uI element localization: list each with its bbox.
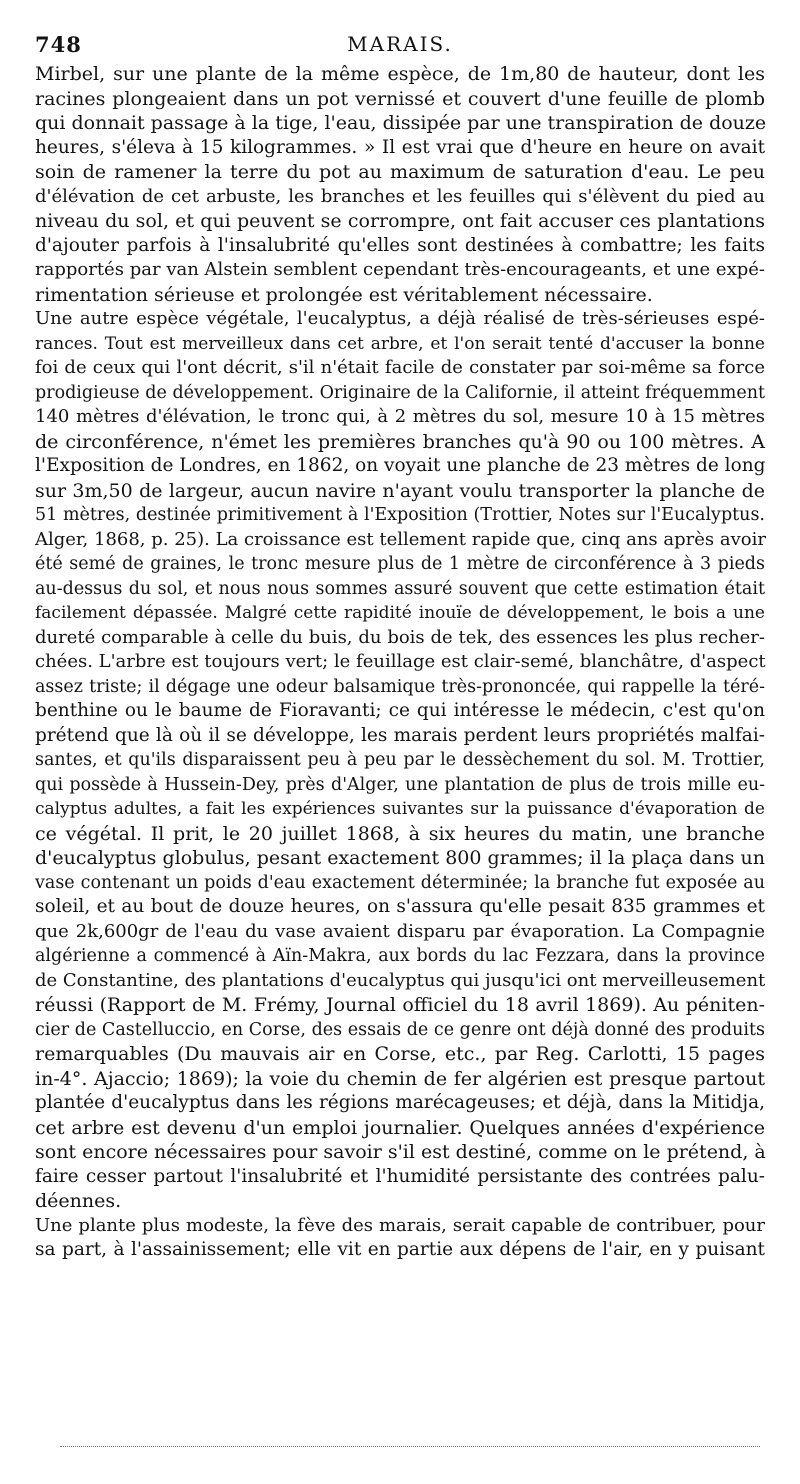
text-line: faire cesser partout l'insalubrité et l'humidité persistante des contrées palu- bbox=[35, 1165, 765, 1187]
text-line: rances. Tout est merveilleux dans cet arbre, et l'on serait tenté d'accuser la bonne bbox=[35, 333, 765, 354]
text-line: de Constantine, des plantations d'eucalyptus qui jusqu'ici ont merveilleusement bbox=[35, 969, 766, 991]
text-line: prétend que là où il se développe, les marais perdent leurs propriétés malfai- bbox=[35, 724, 765, 746]
text-line: chées. L'arbre est toujours vert; le feuillage est clair-semé, blanchâtre, d'aspect bbox=[35, 651, 766, 672]
text-line: déennes. bbox=[35, 1190, 122, 1212]
text-line: 51 mètres, destinée primitivement à l'Exposition (Trottier, Notes sur l'Eucalyptus. bbox=[35, 505, 765, 525]
text-line: sont encore nécessaires pour savoir s'il est destiné, comme on le prétend, à bbox=[35, 1141, 766, 1163]
text-line: soleil, et au bout de douze heures, on s'assura qu'elle pesait 835 grammes et bbox=[35, 896, 765, 917]
text-line: facilement dépassée. Malgré cette rapidité inouïe de développement, le bois a une bbox=[35, 603, 765, 623]
text-line: vase contenant un poids d'eau exactement déterminée; la branche fut exposée au bbox=[35, 872, 765, 893]
text-line: in-4°. Ajaccio; 1869); la voie du chemin de fer algérien est presque partout bbox=[35, 1067, 765, 1090]
text-line: cier de Castelluccio, en Corse, des essais de ce genre ont déjà donné des produits bbox=[35, 1019, 765, 1040]
text-line: d'ajouter parfois à l'insalubrité qu'elles sont destinées à combattre; les faits bbox=[35, 234, 765, 256]
text-line: sa part, à l'assainissement; elle vit en partie aux dépens de l'air, en y puisant bbox=[35, 1239, 765, 1260]
text-line: remarquables (Du mauvais air en Corse, etc., par Reg. Carlotti, 15 pages bbox=[35, 1043, 765, 1065]
text-line: calyptus adultes, a fait les expériences suivantes sur la puissance d'évaporation de bbox=[35, 799, 765, 819]
text-line: que 2k,600gr de l'eau du vase avaient disparu par évaporation. La Compagnie bbox=[35, 920, 765, 942]
text-line: Une plante plus modeste, la fève des marais, serait capable de contribuer, pour bbox=[35, 1214, 765, 1236]
text-line: Une autre espèce végétale, l'eucalyptus, a déjà réalisé de très-sérieuses espé- bbox=[35, 308, 765, 329]
running-title: MARAIS. bbox=[347, 32, 453, 56]
running-head bbox=[35, 32, 765, 62]
text-line: racines plongeaient dans un pot vernissé et couvert d'une feuille de plomb bbox=[35, 87, 765, 110]
text-line: Mirbel, sur une plante de la même espèce, de 1m,80 de hauteur, dont les bbox=[35, 63, 765, 85]
text-line: rimentation sérieuse et prolongée est véritablement nécessaire. bbox=[35, 283, 653, 306]
text-line: de circonférence, n'émet les premières branches qu'à 90 ou 100 mètres. A bbox=[35, 430, 765, 453]
text-line: dureté comparable à celle du buis, du bois de tek, des essences les plus recher- bbox=[35, 626, 765, 648]
text-line: d'élévation de cet arbuste, les branches et les feuilles qui s'élèvent du pied au bbox=[35, 185, 765, 207]
page-number: 748 bbox=[35, 32, 82, 57]
text-line: cet arbre est devenu d'un emploi journalier. Quelques années d'expérience bbox=[35, 1116, 765, 1139]
text-line: santes, et qu'ils disparaissent peu à peu par le dessèchement du sol. M. Trottier, bbox=[35, 750, 765, 770]
text-line: Alger, 1868, p. 25). La croissance est tellement rapide que, cinq ans après avoir bbox=[35, 528, 766, 550]
text-line: été semé de graines, le tronc mesure plus de 1 mètre de circonférence à 3 pieds bbox=[35, 554, 765, 574]
text-line: sur 3m,50 de largeur, aucun navire n'ayant voulu transporter la planche de bbox=[35, 479, 765, 502]
text-line: prodigieuse de développement. Originaire de la Californie, il atteint fréquemment bbox=[35, 382, 765, 403]
text-line: foi de ceux qui l'ont décrit, s'il n'était facile de constater par soi-même sa force bbox=[35, 357, 765, 378]
text-line: plantée d'eucalyptus dans les régions marécageuses; et déjà, dans la Mitidja, bbox=[35, 1092, 765, 1113]
text-line: algérienne a commencé à Aïn-Makra, aux bords du lac Fezzara, dans la province bbox=[35, 946, 765, 966]
text-line: ce végétal. Il prit, le 20 juillet 1868, à six heures du matin, une branche bbox=[35, 822, 765, 845]
text-line: niveau du sol, et qui peuvent se corrompre, ont fait accuser ces plantations bbox=[35, 210, 765, 232]
text-line: benthine ou le baume de Fioravanti; ce qui intéresse le médecin, c'est qu'on bbox=[35, 700, 765, 721]
text-line: d'eucalyptus globulus, pesant exactement 800 grammes; il la plaça dans un bbox=[35, 847, 765, 869]
text-line: soin de ramener la terre du pot au maximum de saturation d'eau. Le peu bbox=[35, 161, 765, 183]
text-line: au-dessus du sol, et nous nous sommes assuré souvent que cette estimation était bbox=[35, 578, 765, 599]
text-line: assez triste; il dégage une odeur balsamique très-prononcée, qui rappelle la téré- bbox=[35, 676, 765, 697]
text-line: qui donnait passage à la tige, l'eau, dissipée par une transpiration de douze bbox=[35, 112, 767, 134]
text-line: réussi (Rapport de M. Frémy, Journal officiel du 18 avril 1869). Au péniten- bbox=[35, 994, 765, 1016]
text-line: l'Exposition de Londres, en 1862, on voyait une planche de 23 mètres de long bbox=[35, 455, 766, 476]
text-line: heures, s'éleva à 15 kilogrammes. » Il est vrai que d'heure en heure on avait bbox=[35, 136, 765, 158]
text-line: 140 mètres d'élévation, le tronc qui, à 2 mètres du sol, mesure 10 à 15 mètres bbox=[35, 406, 765, 427]
text-line: rapportés par van Alstein semblent cependant très-encourageants, et une expé- bbox=[35, 259, 765, 280]
body-text bbox=[35, 62, 765, 1263]
text-line: qui possède à Hussein-Dey, près d'Alger, une plantation de plus de trois mille eu- bbox=[35, 774, 765, 795]
footer-divider bbox=[60, 1446, 760, 1447]
